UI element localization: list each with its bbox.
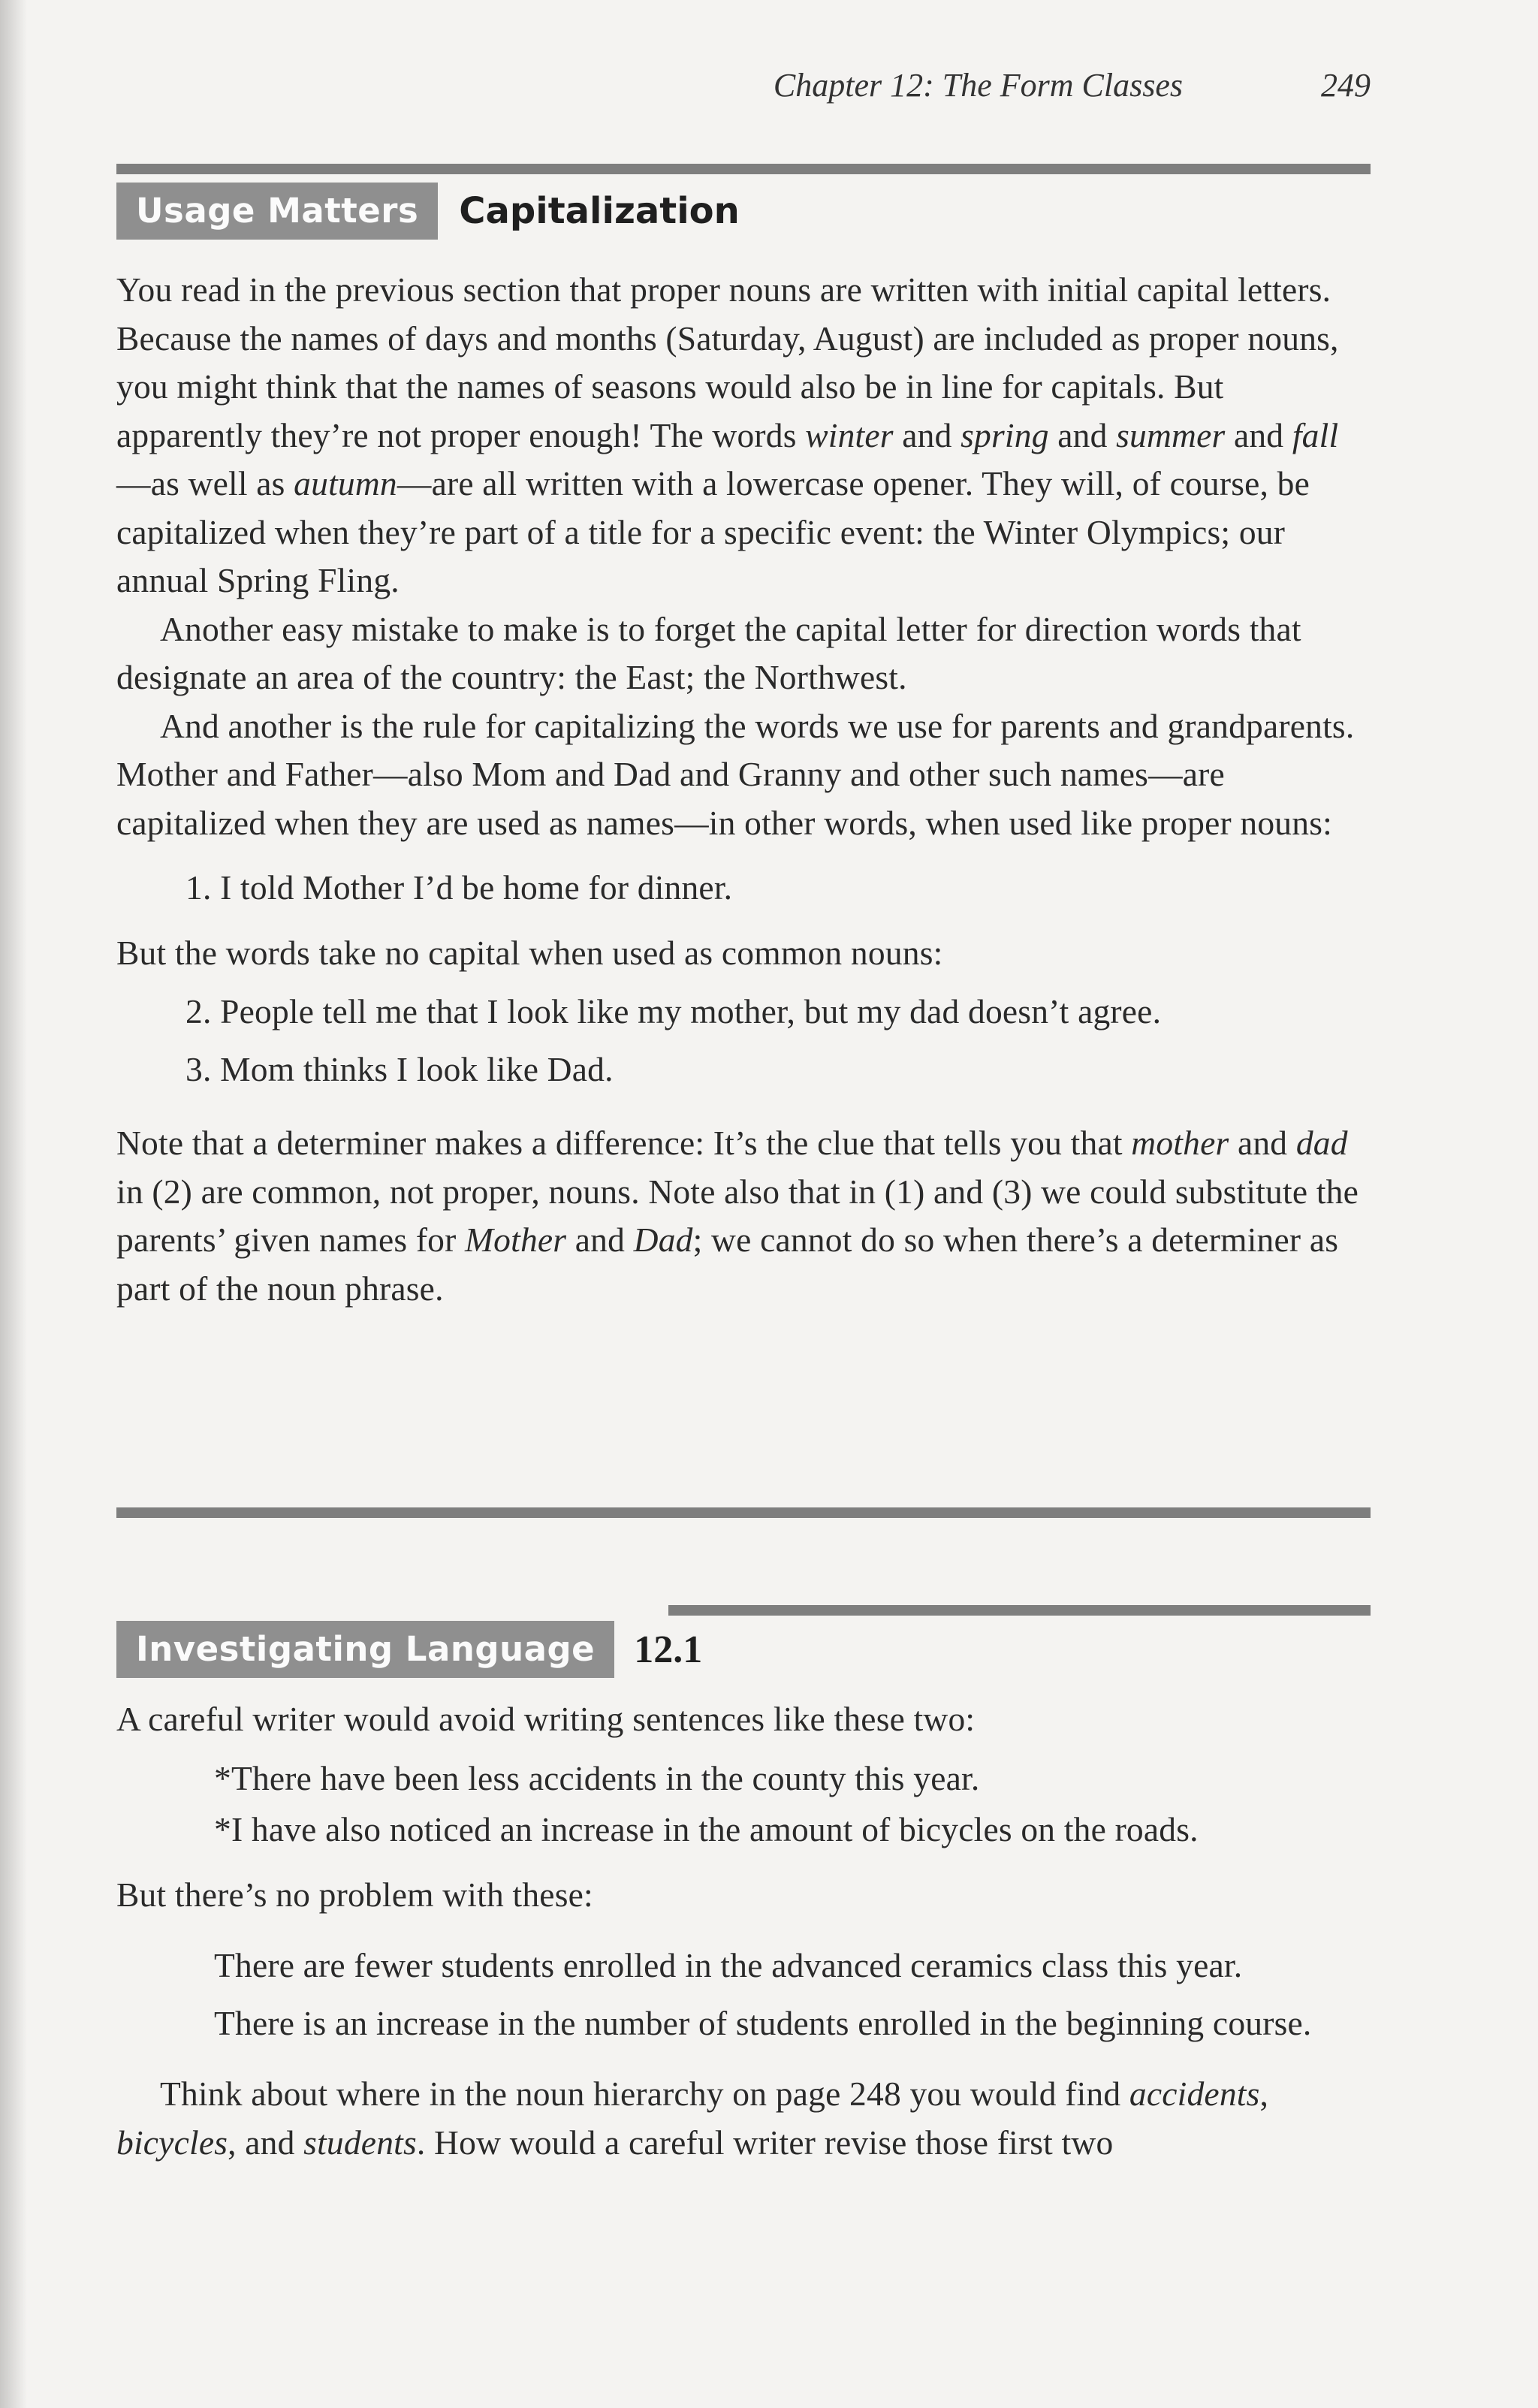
paragraph: A careful writer would avoid writing sentences like these two:	[116, 1700, 976, 1738]
page-number: 249	[1321, 67, 1371, 104]
investigating-box-heading	[116, 1621, 702, 1678]
example-sentence: There is an increase in the number of students enrolled in the beginning course.	[214, 2003, 1312, 2042]
example-sentence: 1. I told Mother I’d be home for dinner.	[185, 868, 733, 907]
usage-box-heading	[116, 183, 740, 240]
usage-matters-label: Usage Matters	[116, 183, 438, 240]
exercise-number: 12.1	[634, 1628, 703, 1671]
usage-box-top-rule	[116, 164, 1371, 174]
paragraph: Note that a determiner makes a difference: It’s the clue that tells you that mother and dad in (2) are common, not proper, nouns. Note also that in (1) and (3) we could substitute the parents’ given names for Mother and Dad; we cannot do so when there’s a determiner as part of the noun phrase.	[116, 1124, 1359, 1308]
chapter-title: Chapter 12: The Form Classes	[773, 67, 1183, 104]
usage-box-bottom-rule	[116, 1507, 1371, 1518]
paragraph: You read in the previous section that proper nouns are written with initial capital letters. Because the names of days and months (Saturday, August) are included as proper nouns, you might think that the names of seasons would also be in line for capitals. But apparently they’re not proper enough! The words winter and spring and summer and fall—as well as autumn—are all written with a lowercase opener. They will, of course, be capitalized when they’re part of a title for a specific event: the Winter Olympics; our annual Spring Fling.	[116, 270, 1339, 599]
book-spine-shadow	[0, 0, 27, 2408]
paragraph: But the words take no capital when used as common nouns:	[116, 933, 943, 972]
usage-box-title: Capitalization	[459, 190, 740, 232]
paragraph: Another easy mistake to make is to forget the capital letter for direction words that designate an area of the country: the East; the Northwest.	[116, 609, 1301, 696]
running-head	[747, 66, 1371, 119]
example-sentence: 3. Mom thinks I look like Dad.	[185, 1049, 614, 1088]
paragraph: Think about where in the noun hierarchy on page 248 you would find accidents, bicycles, and students. How would a careful writer revise those first two	[116, 2075, 1269, 2162]
paragraph: And another is the rule for capitalizing the words we use for parents and grandparents. Mother and Father—also Mom and Dad and Granny and other such names—are capitalized when they are used as names—in other words, when used like proper nouns:	[116, 706, 1355, 842]
investigating-box-body	[116, 1695, 1371, 2167]
paragraph: But there’s no problem with these:	[116, 1875, 593, 1914]
example-sentence: 2. People tell me that I look like my mother, but my dad doesn’t agree.	[185, 992, 1162, 1030]
investigating-language-label: Investigating Language	[116, 1621, 614, 1678]
usage-box-body	[116, 266, 1371, 1313]
example-sentence: *I have also noticed an increase in the amount of bicycles on the roads.	[214, 1810, 1199, 1848]
example-sentence: There are fewer students enrolled in the advanced ceramics class this year.	[214, 1946, 1243, 1984]
investigating-box-top-rule	[668, 1605, 1371, 1616]
example-sentence: *There have been less accidents in the county this year.	[214, 1758, 980, 1797]
